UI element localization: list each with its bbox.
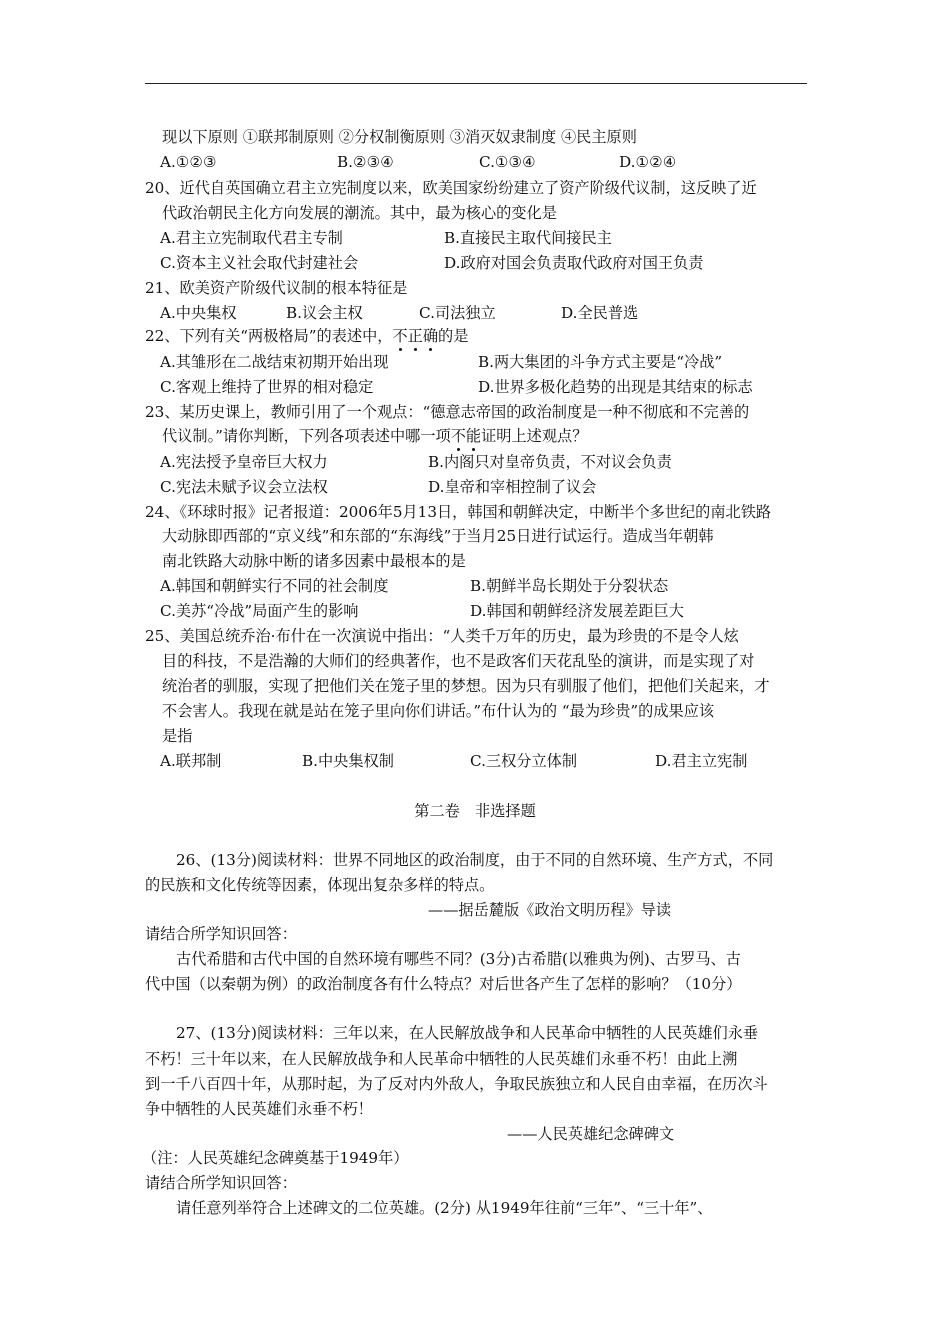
q22-option-b: B.两大集团的斗争方式主要是“冷战” bbox=[478, 353, 723, 371]
q26-ask-line2: 代中国（以秦朝为例）的政治制度各有什么特点？对后世各产生了怎样的影响？（10分） bbox=[145, 975, 742, 993]
q19-option-d: D.①②④ bbox=[619, 153, 677, 171]
emphasis-char: 不 bbox=[450, 427, 466, 445]
emphasis-char: 确 bbox=[422, 327, 439, 345]
q19-text: 现以下原则 ①联邦制原则 ②分权制衡原则 ③消灭奴隶制度 ④民主原则 bbox=[162, 128, 637, 146]
emphasis-char: 不 bbox=[392, 327, 408, 345]
q20-option-d: D.政府对国会负责取代政府对国王负责 bbox=[444, 254, 704, 272]
q20-stem-line1: 20、近代自英国确立君主立宪制度以来，欧美国家纷纷建立了资产阶级代议制，这反映了近 bbox=[145, 179, 757, 197]
q25-option-a: A.联邦制 bbox=[160, 752, 222, 770]
q22-option-a: A.其雏形在二战结束初期开始出现 bbox=[160, 353, 389, 371]
q25-stem-line3: 统治者的驯服，实现了把他们关在笼子里的梦想。因为只有驯服了他们，把他们关起来，才 bbox=[162, 677, 770, 695]
q23-stem-pre: 代议制。”请你判断，下列各项表述中哪一项 bbox=[162, 427, 451, 445]
q26-material-line1: 26、(13分)阅读材料：世界不同地区的政治制度，由于不同的自然环境、生产方式，不同 bbox=[176, 851, 774, 869]
q23-stem-line2 bbox=[162, 426, 587, 446]
q26-material-line2: 的民族和文化传统等因素，体现出复杂多样的特点。 bbox=[145, 876, 495, 894]
q24-stem-line1: 24、《环球时报》记者报道：2006年5月13日，韩国和朝鲜决定，中断半个多世纪的南北铁路 bbox=[145, 503, 772, 521]
q22-option-c: C.客观上维持了世界的相对稳定 bbox=[160, 378, 374, 396]
q24-option-d: D.韩国和朝鲜经济发展差距巨大 bbox=[470, 602, 684, 620]
q27-ask-line1: 请任意列举符合上述碑文的二位英雄。(2分) 从1949年往前“三年”、“三十年”、 bbox=[176, 1199, 713, 1217]
q21-stem: 21、欧美资产阶级代议制的根本特征是 bbox=[145, 279, 408, 297]
q23-option-a: A.宪法授予皇帝巨大权力 bbox=[160, 453, 328, 471]
q19-option-a: A.①②③ bbox=[160, 153, 217, 171]
q23-stem-line1: 23、某历史课上，教师引用了一个观点：“德意志帝国的政治制度是一种不彻底和不完善的 bbox=[145, 403, 750, 421]
q20-option-a: A.君主立宪制取代君主专制 bbox=[160, 229, 343, 247]
q26-ask-line1: 古代希腊和古代中国的自然环境有哪些不同？(3分)古希腊(以雅典为例)、古罗马、古 bbox=[176, 950, 741, 968]
q27-material-line4: 争中牺牲的人民英雄们永垂不朽！ bbox=[145, 1100, 373, 1118]
header-rule bbox=[145, 83, 807, 84]
q19-option-c: C.①③④ bbox=[479, 153, 536, 171]
q21-option-b: B.议会主权 bbox=[286, 304, 363, 322]
q26-prompt: 请结合所学知识回答： bbox=[145, 925, 297, 943]
q25-stem-line1: 25、美国总统乔治·布什在一次演说中指出：“人类千万年的历史，最为珍贵的不是令人炫 bbox=[145, 627, 739, 645]
q27-note: （注：人民英雄纪念碑奠基于1949年） bbox=[142, 1149, 409, 1167]
q22-stem-post: 的是 bbox=[438, 327, 469, 345]
emphasis-char: 正 bbox=[407, 327, 423, 345]
q25-option-d: D.君主立宪制 bbox=[655, 752, 748, 770]
q27-material-line1: 27、(13分)阅读材料：三年以来，在人民解放战争和人民革命中牺牲的人民英雄们永垂 bbox=[176, 1024, 759, 1042]
q24-stem-line3: 南北铁路大动脉中断的诸多因素中最根本的是 bbox=[162, 552, 466, 570]
q27-material-line2: 不朽！三十年以来，在人民解放战争和人民革命中牺牲的人民英雄们永垂不朽！由此上溯 bbox=[145, 1050, 738, 1068]
q21-option-a: A.中央集权 bbox=[160, 304, 237, 322]
q25-stem-line4: 不会害人。我现在就是站在笼子里向你们讲话。”布什认为的 “最为珍贵”的成果应该 bbox=[162, 702, 715, 720]
q25-stem-line2: 目的科技，不是浩瀚的大师们的经典著作，也不是政客们天花乱坠的演讲，而是实现了对 bbox=[162, 652, 755, 670]
q23-stem-post: 证明上述观点？ bbox=[481, 427, 588, 445]
q24-option-b: B.朝鲜半岛长期处于分裂状态 bbox=[470, 577, 669, 595]
q23-option-d: D.皇帝和宰相控制了议会 bbox=[428, 478, 597, 496]
q22-stem bbox=[145, 326, 468, 346]
q27-material-line3: 到一千八百四十年，从那时起，为了反对内外敌人，争取民族独立和人民自由幸福，在历次斗 bbox=[145, 1075, 768, 1093]
q21-option-d: D.全民普选 bbox=[561, 304, 639, 322]
q20-stem-line2: 代政治朝民主化方向发展的潮流。其中，最为核心的变化是 bbox=[162, 204, 557, 222]
q27-prompt: 请结合所学知识回答： bbox=[145, 1174, 297, 1192]
q20-option-b: B.直接民主取代间接民主 bbox=[444, 229, 612, 247]
q21-option-c: C.司法独立 bbox=[419, 304, 496, 322]
q24-option-c: C.美苏“冷战”局面产生的影响 bbox=[160, 602, 359, 620]
q19-option-b: B.②③④ bbox=[337, 153, 394, 171]
q24-option-a: A.韩国和朝鲜实行不同的社会制度 bbox=[160, 577, 389, 595]
q22-stem-pre: 22、下列有关“两极格局”的表述中， bbox=[145, 327, 393, 345]
q25-stem-line5: 是指 bbox=[162, 727, 193, 745]
q25-option-c: C.三权分立体制 bbox=[470, 752, 578, 770]
q26-source: ——据岳麓版《政治文明历程》导读 bbox=[428, 901, 671, 919]
q25-option-b: B.中央集权制 bbox=[302, 752, 394, 770]
emphasis-char: 能 bbox=[465, 427, 482, 445]
q24-stem-line2: 大动脉即西部的“京义线”和东部的“东海线”于当月25日进行试运行。造成当年朝韩 bbox=[162, 527, 714, 545]
q23-option-b: B.内阁只对皇帝负责，不对议会负责 bbox=[428, 453, 672, 471]
q27-source: ——人民英雄纪念碑碑文 bbox=[507, 1125, 675, 1143]
section-title: 第二卷 非选择题 bbox=[414, 802, 536, 820]
q22-option-d: D.世界多极化趋势的出现是其结束的标志 bbox=[478, 378, 753, 396]
q20-option-c: C.资本主义社会取代封建社会 bbox=[160, 254, 359, 272]
q23-option-c: C.宪法未赋予议会立法权 bbox=[160, 478, 328, 496]
